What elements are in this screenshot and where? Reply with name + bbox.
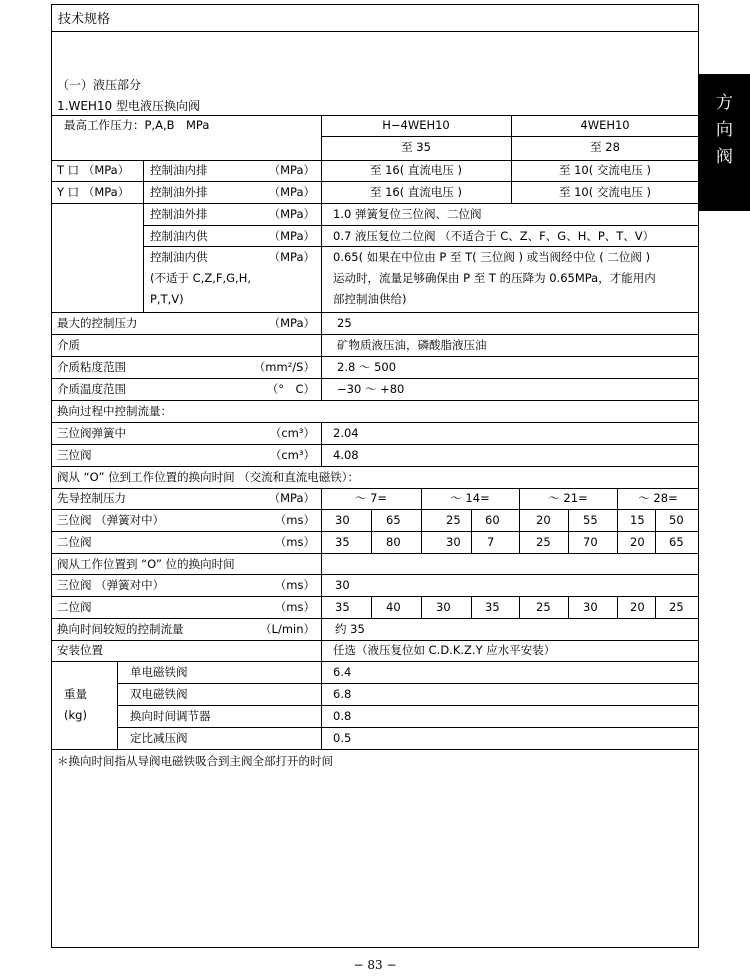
medium-value: 矿物质液压油，磷酸脂液压油 bbox=[337, 338, 487, 352]
on-two-value: 35 bbox=[335, 535, 350, 549]
side-tab-char: 向 bbox=[716, 120, 733, 140]
min-ctrl-3-value: 部控制油供给) bbox=[333, 292, 407, 306]
max-pressure-4weh10: 至 28 bbox=[590, 140, 620, 154]
max-pressure-label: 最高工作压力：P,A,B MPa bbox=[64, 118, 210, 132]
frame-header bbox=[52, 5, 698, 32]
on-three-value: 60 bbox=[485, 513, 500, 527]
min-ctrl-unit: （MPa） bbox=[268, 229, 315, 243]
weight-row-value: 6.4 bbox=[333, 665, 352, 679]
y-port-label: Y 口 （MPa） bbox=[57, 185, 130, 199]
pilot-pressure-value: ～ 21= bbox=[548, 491, 588, 505]
min-ctrl-value: 0.7 液压复位二位阀 （不适合于 C、Z、F、G、H、P、T、V） bbox=[333, 229, 655, 243]
switch-on-heading: 阀从 “O” 位到工作位置的换向时间 （交流和直流电磁铁）： bbox=[57, 470, 359, 484]
y-port-dc: 至 16( 直流电压 ) bbox=[369, 185, 463, 199]
weight-row-label: 双电磁铁阀 bbox=[130, 687, 188, 701]
off-two-value: 20 bbox=[630, 600, 645, 614]
pilot-pressure-value: ～ 28= bbox=[638, 491, 678, 505]
flow-spring-unit: （cm³） bbox=[269, 426, 315, 440]
weight-label: 重量 bbox=[64, 687, 87, 701]
off-two-unit: （ms） bbox=[274, 600, 315, 614]
on-two-value: 30 bbox=[446, 535, 461, 549]
weight-unit: (kg) bbox=[64, 708, 87, 722]
off-two-value: 35 bbox=[485, 600, 500, 614]
section-subheading: 1.WEH10 型电液压换向阀 bbox=[57, 99, 201, 113]
min-ctrl-value: 1.0 弹簧复位三位阀、二位阀 bbox=[333, 207, 482, 221]
min-ctrl-unit: （MPa） bbox=[268, 207, 315, 221]
on-three-value: 25 bbox=[446, 513, 461, 527]
side-tab-char: 方 bbox=[716, 93, 733, 113]
weight-row-label: 定比减压阀 bbox=[130, 731, 188, 745]
pilot-pressure-unit: （MPa） bbox=[268, 491, 315, 505]
max-ctrl-label: 最大的控制压力 bbox=[57, 316, 138, 330]
off-two-value: 40 bbox=[386, 600, 401, 614]
y-port-unit: （MPa） bbox=[268, 185, 315, 199]
flow-three-value: 4.08 bbox=[333, 448, 359, 462]
weight-row-value: 6.8 bbox=[333, 687, 352, 701]
temperature-value: −30 ～ +80 bbox=[337, 382, 405, 396]
on-three-value: 30 bbox=[335, 513, 350, 527]
min-ctrl-3-label: 控制油内供 bbox=[150, 250, 208, 264]
t-port-ac: 至 10( 交流电压 ) bbox=[558, 163, 652, 177]
min-ctrl-3-value: 运动时，流量足够确保由 P 至 T 的压降为 0.65MPa，才能用内 bbox=[333, 271, 656, 285]
on-three-value: 55 bbox=[583, 513, 598, 527]
short-flow-value: 约 35 bbox=[335, 622, 365, 636]
flow-three-label: 三位阀 bbox=[57, 448, 92, 462]
viscosity-value: 2.8 ～ 500 bbox=[337, 360, 397, 374]
t-port-dc: 至 16( 直流电压 ) bbox=[369, 163, 463, 177]
on-three-value: 20 bbox=[536, 513, 551, 527]
frame-title: 技术规格 bbox=[58, 12, 111, 27]
viscosity-label: 介质粘度范围 bbox=[57, 360, 126, 374]
off-two-value: 30 bbox=[583, 600, 598, 614]
medium-label: 介质 bbox=[57, 338, 80, 352]
on-two-label: 二位阀 bbox=[57, 535, 92, 549]
weight-row-value: 0.5 bbox=[333, 731, 352, 745]
min-ctrl-3-label-note: P,T,V) bbox=[150, 292, 184, 306]
flow-three-unit: （cm³） bbox=[269, 448, 315, 462]
t-port-label: T 口 （MPa） bbox=[57, 163, 130, 177]
off-two-value: 25 bbox=[536, 600, 551, 614]
model-4weh10: 4WEH10 bbox=[580, 118, 630, 132]
short-flow-label: 换向时间较短的控制流量 bbox=[57, 622, 184, 636]
pilot-pressure-value: ～ 14= bbox=[450, 491, 490, 505]
footnote: ＊换向时间指从导阀电磁铁吸合到主阀全部打开的时间 bbox=[57, 754, 333, 768]
on-three-value: 65 bbox=[386, 513, 401, 527]
on-two-unit: （ms） bbox=[274, 535, 315, 549]
on-three-label: 三位阀 （弹簧对中） bbox=[57, 513, 165, 527]
temperature-label: 介质温度范围 bbox=[57, 382, 126, 396]
off-three-label: 三位阀 （弹簧对中） bbox=[57, 578, 165, 592]
flow-spring-label: 三位阀弹簧中 bbox=[57, 426, 126, 440]
off-two-label: 二位阀 bbox=[57, 600, 92, 614]
weight-row-value: 0.8 bbox=[333, 709, 352, 723]
side-tab-char: 阀 bbox=[716, 147, 733, 167]
t-port-unit: （MPa） bbox=[268, 163, 315, 177]
max-ctrl-value: 25 bbox=[337, 316, 352, 330]
on-two-value: 80 bbox=[386, 535, 401, 549]
section-heading: （一）液压部分 bbox=[57, 78, 142, 92]
flow-heading: 换向过程中控制流量： bbox=[57, 404, 172, 418]
max-ctrl-unit: （MPa） bbox=[268, 316, 315, 330]
short-flow-unit: （L/min） bbox=[260, 622, 315, 636]
min-ctrl-3-label-note: (不适于 C,Z,F,G,H, bbox=[150, 271, 252, 285]
pilot-pressure-value: ～ 7= bbox=[354, 491, 388, 505]
off-three-unit: （ms） bbox=[274, 578, 315, 592]
on-two-value: 25 bbox=[536, 535, 551, 549]
weight-row-label: 换向时间调节器 bbox=[130, 709, 211, 723]
on-two-value: 65 bbox=[669, 535, 684, 549]
off-two-value: 30 bbox=[436, 600, 451, 614]
min-ctrl-label: 控制油外排 bbox=[150, 207, 208, 221]
off-three-value: 30 bbox=[335, 578, 350, 592]
page-number: − 83 − bbox=[353, 958, 397, 972]
min-ctrl-3-unit: （MPa） bbox=[268, 250, 315, 264]
min-ctrl-3-value: 0.65( 如果在中位由 P 至 T( 三位阀 ) 或当阀经中位 ( 二位阀 ) bbox=[333, 250, 651, 264]
install-label: 安装位置 bbox=[57, 643, 103, 657]
on-two-value: 70 bbox=[583, 535, 598, 549]
weight-row-label: 单电磁铁阀 bbox=[130, 665, 188, 679]
flow-spring-value: 2.04 bbox=[333, 426, 359, 440]
y-port-drain-label: 控制油外排 bbox=[150, 185, 208, 199]
on-two-value: 7 bbox=[487, 535, 495, 549]
on-three-value: 50 bbox=[669, 513, 684, 527]
on-three-unit: （ms） bbox=[274, 513, 315, 527]
on-two-value: 20 bbox=[630, 535, 645, 549]
max-pressure-h4weh10: 至 35 bbox=[401, 140, 431, 154]
viscosity-unit: （mm²/S） bbox=[253, 360, 315, 374]
temperature-unit: （° C） bbox=[266, 382, 315, 396]
off-two-value: 25 bbox=[669, 600, 684, 614]
min-ctrl-label: 控制油内供 bbox=[150, 229, 208, 243]
install-value: 任选（液压复位如 C.D.K.Z.Y 应水平安装） bbox=[333, 643, 556, 657]
on-three-value: 15 bbox=[630, 513, 645, 527]
model-h4weh10: H−4WEH10 bbox=[382, 118, 450, 132]
switch-off-heading: 阀从工作位置到 “O” 位的换向时间 bbox=[57, 557, 235, 571]
pilot-pressure-label: 先导控制压力 bbox=[57, 491, 126, 505]
y-port-ac: 至 10( 交流电压 ) bbox=[558, 185, 652, 199]
t-port-drain-label: 控制油内排 bbox=[150, 163, 208, 177]
side-tab-direction-valve bbox=[699, 74, 750, 211]
off-two-value: 35 bbox=[335, 600, 350, 614]
